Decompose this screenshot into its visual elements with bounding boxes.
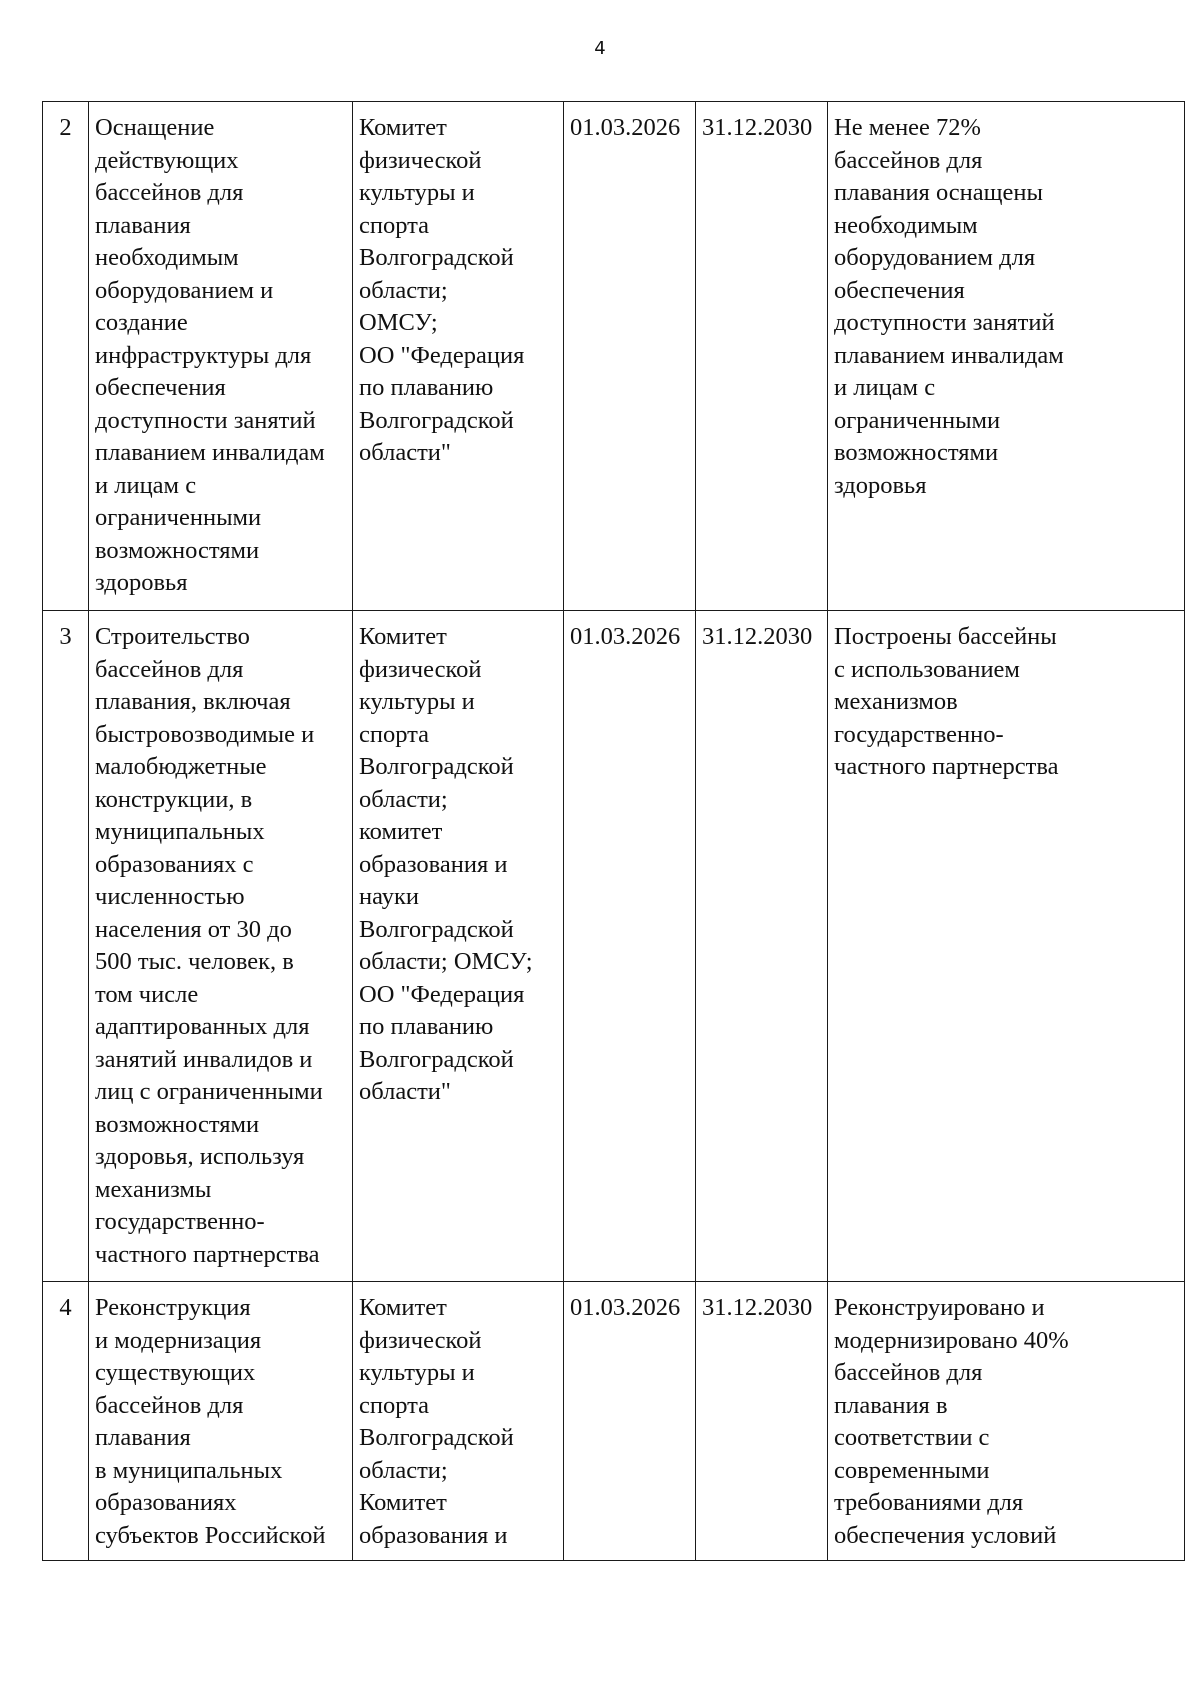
start-date: 01.03.2026 xyxy=(564,611,696,1282)
row-number: 3 xyxy=(43,611,89,1282)
measures-table xyxy=(42,101,1185,1561)
end-date: 31.12.2030 xyxy=(696,611,828,1282)
event-name: Оснащение действующих бассейнов для плавания необходимым оборудованием и создание инфраструктуры для обеспечения доступности занятий плаванием инвалидам и лицам с ограниченными возможностями здоровья xyxy=(89,102,353,611)
expected-result: Не менее 72% бассейнов для плавания оснащены необходимым оборудованием для обеспечения доступности занятий плаванием инвалидам и лицам с ограниченными возможностями здоровья xyxy=(828,102,1185,611)
responsible-executors: Комитет физической культуры и спорта Волгоградской области; комитет образования и науки Волгоградской области; ОМСУ; ОО "Федерация по плаванию Волгоградской области" xyxy=(353,611,564,1282)
start-date: 01.03.2026 xyxy=(564,102,696,611)
table-row xyxy=(43,611,1185,1282)
responsible-executors: Комитет физической культуры и спорта Волгоградской области; Комитет образования и xyxy=(353,1282,564,1561)
expected-result: Реконструировано и модернизировано 40% бассейнов для плавания в соответствии с современными требованиями для обеспечения условий xyxy=(828,1282,1185,1561)
row-number: 4 xyxy=(43,1282,89,1561)
event-name: Реконструкция и модернизация существующих бассейнов для плавания в муниципальных образованиях субъектов Российской xyxy=(89,1282,353,1561)
page-number: 4 xyxy=(594,38,606,59)
start-date: 01.03.2026 xyxy=(564,1282,696,1561)
end-date: 31.12.2030 xyxy=(696,1282,828,1561)
table-row xyxy=(43,1282,1185,1561)
event-name: Строительство бассейнов для плавания, включая быстровозводимые и малобюджетные конструкции, в муниципальных образованиях с численностью населения от 30 до 500 тыс. человек, в том числе адаптированных для занятий инвалидов и лиц с ограниченными возможностями здоровья, используя механизмы государственно- частного партнерства xyxy=(89,611,353,1282)
expected-result: Построены бассейны с использованием механизмов государственно- частного партнерства xyxy=(828,611,1185,1282)
end-date: 31.12.2030 xyxy=(696,102,828,611)
table-row xyxy=(43,102,1185,611)
responsible-executors: Комитет физической культуры и спорта Волгоградской области; ОМСУ; ОО "Федерация по плаванию Волгоградской области" xyxy=(353,102,564,611)
row-number: 2 xyxy=(43,102,89,611)
